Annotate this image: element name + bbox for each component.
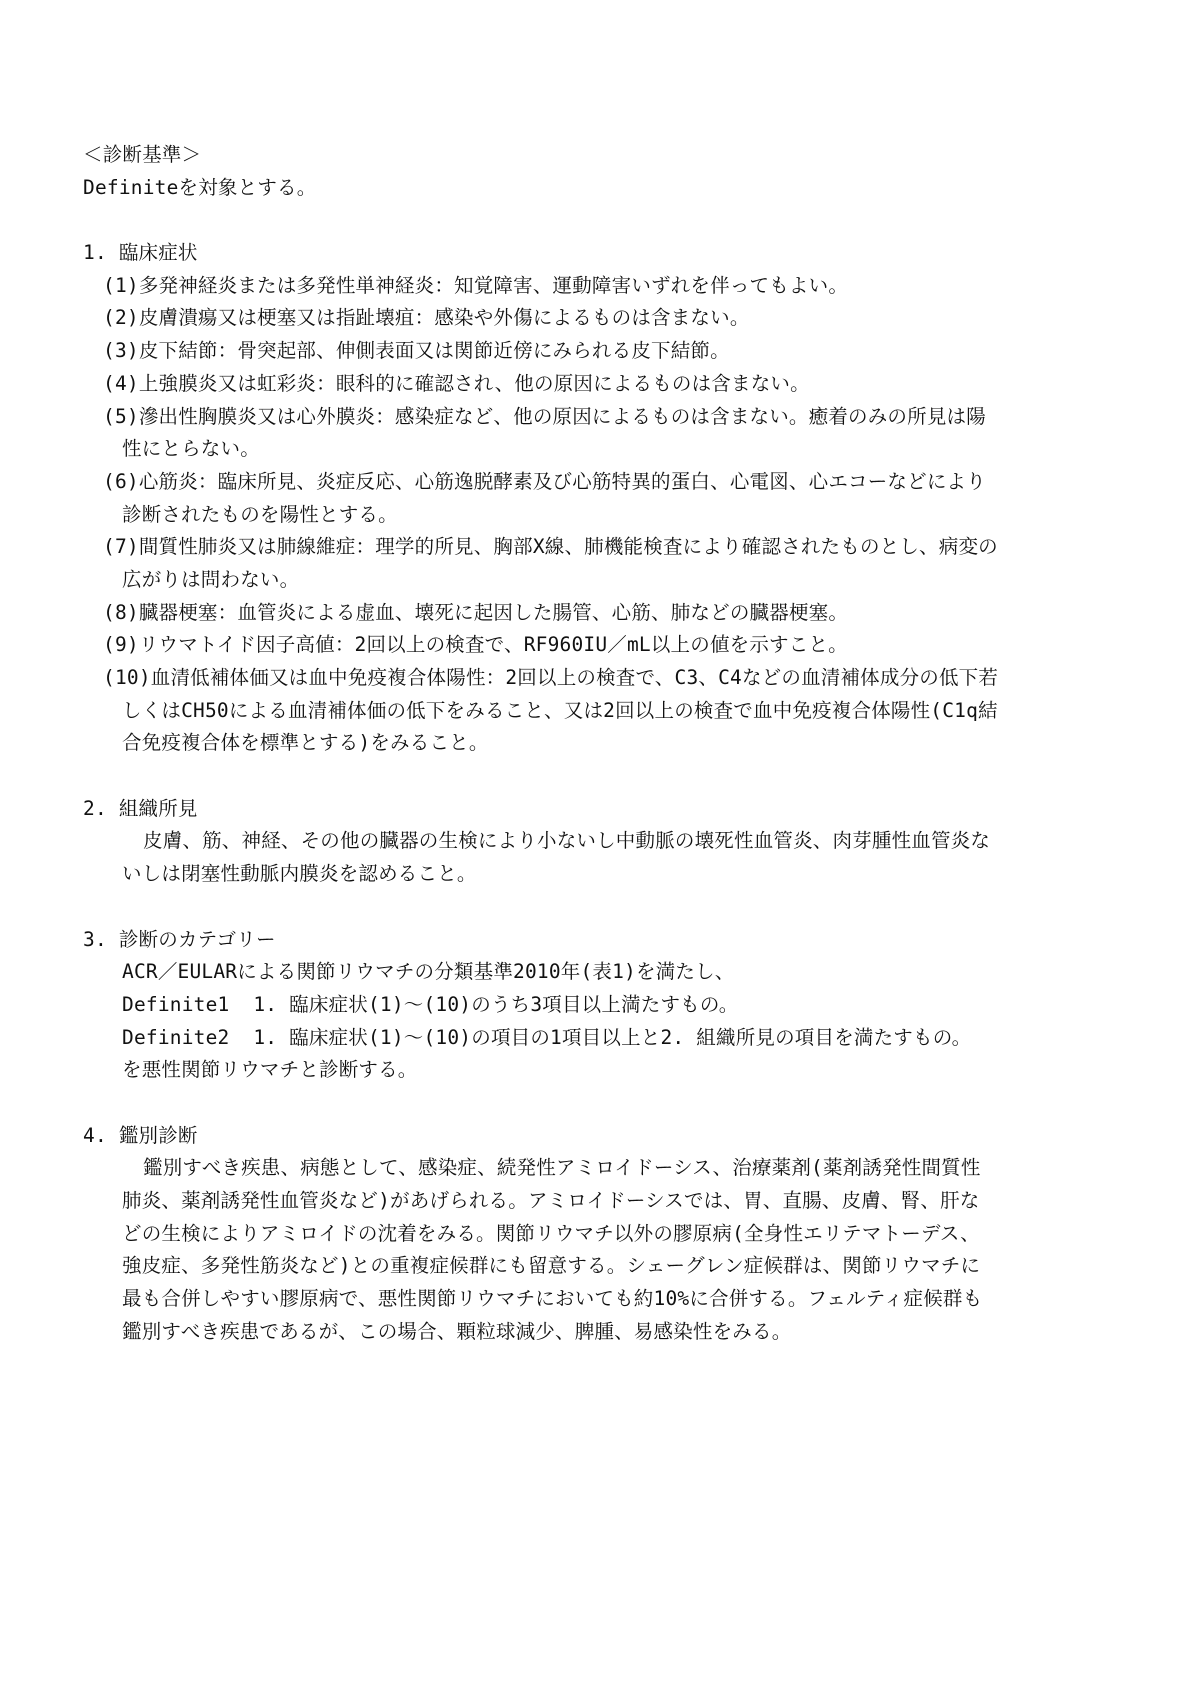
section-3-title: 3. 診断のカテゴリー [83, 927, 276, 951]
section-4-text: 肺炎、薬剤誘発性血管炎など)があげられる。アミロイドーシスでは、胃、直腸、皮膚、腎、肝な [122, 1189, 980, 1212]
symptom-item: (5)滲出性胸膜炎又は心外膜炎：感染症など、他の原因によるものは含まない。癒着のみの所見は陽 [103, 404, 986, 428]
symptom-item: (2)皮膚潰瘍又は梗塞又は指趾壊疽：感染や外傷によるものは含まない。 [103, 306, 750, 330]
symptom-item: (6)心筋炎：臨床所見、炎症反応、心筋逸脱酵素及び心筋特異的蛋白、心電図、心エコーなどにより [103, 469, 986, 493]
symptom-item-continuation: 診断されたものを陽性とする。 [122, 502, 398, 526]
symptom-item: (8)臓器梗塞：血管炎による虚血、壊死に起因した腸管、心筋、肺などの臓器梗塞。 [103, 600, 849, 624]
section-4-text: 強皮症、多発性筋炎など)との重複症候群にも留意する。シェーグレン症候群は、関節リウマチに [122, 1254, 981, 1278]
symptom-item: (1)多発神経炎または多発性単神経炎：知覚障害、運動障害いずれを伴ってもよい。 [103, 273, 849, 297]
document-page [0, 139, 1181, 1348]
section-3-definite1: Definite1 1. 臨床症状(1)～(10)のうち3項目以上満たすもの。 [122, 992, 739, 1016]
symptom-item-continuation: 性にとらない。 [122, 437, 260, 461]
symptom-item: (10)血清低補体価又は血中免疫複合体陽性：2回以上の検査で、C3、C4などの血清補体成分の低下若 [103, 666, 999, 689]
symptom-item-continuation: 合免疫複合体を標準とする)をみること。 [122, 731, 489, 755]
symptom-item-continuation: 広がりは問わない。 [122, 567, 300, 591]
section-3-text: を悪性関節リウマチと診断する。 [122, 1058, 418, 1082]
section-2-title: 2. 組織所見 [83, 796, 198, 820]
section-2-text: いしは閉塞性動脈内膜炎を認めること。 [122, 862, 477, 886]
section-4-title: 4. 鑑別診断 [83, 1123, 198, 1147]
section-1-title: 1. 臨床症状 [83, 241, 198, 265]
document-heading: ＜診断基準＞ [83, 143, 202, 166]
clinical-symptoms-list [0, 270, 1181, 760]
section-3-definite2: Definite2 1. 臨床症状(1)～(10)の項目の1項目以上と2. 組織所見の項目を満たすもの。 [122, 1025, 972, 1049]
section-3-text: ACR／EULARによる関節リウマチの分類基準2010年(表1)を満たし、 [122, 960, 735, 984]
intro-text: Definiteを対象とする。 [83, 175, 317, 199]
section-4-text: 最も合併しやすい膠原病で、悪性関節リウマチにおいても約10%に合併する。フェルティ症候群も [122, 1287, 983, 1311]
symptom-item: (3)皮下結節：骨突起部、伸側表面又は関節近傍にみられる皮下結節。 [103, 339, 730, 363]
symptom-item-continuation: しくはCH50による血清補体価の低下をみること、又は2回以上の検査で血中免疫複合体陽性(C1q結 [122, 698, 998, 722]
symptom-item: (7)間質性肺炎又は肺線維症：理学的所見、胸部X線、肺機能検査により確認されたものとし、病変の [103, 535, 998, 559]
section-4-text: 鑑別すべき疾患であるが、この場合、顆粒球減少、脾腫、易感染性をみる。 [122, 1319, 792, 1343]
symptom-item: (4)上強膜炎又は虹彩炎：眼科的に確認され、他の原因によるものは含まない。 [103, 371, 810, 395]
symptom-item: (9)リウマトイド因子高値：2回以上の検査で、RF960IU／mL以上の値を示すこと。 [103, 633, 848, 657]
section-2-text: 皮膚、筋、神経、その他の臓器の生検により小ないし中動脈の壊死性血管炎、肉芽腫性血管炎な [143, 829, 991, 853]
section-4-text: どの生検によりアミロイドの沈着をみる。関節リウマチ以外の膠原病(全身性エリテマトーデス、 [122, 1221, 980, 1245]
section-4-text: 鑑別すべき疾患、病態として、感染症、続発性アミロイドーシス、治療薬剤(薬剤誘発性間質性 [143, 1156, 981, 1180]
